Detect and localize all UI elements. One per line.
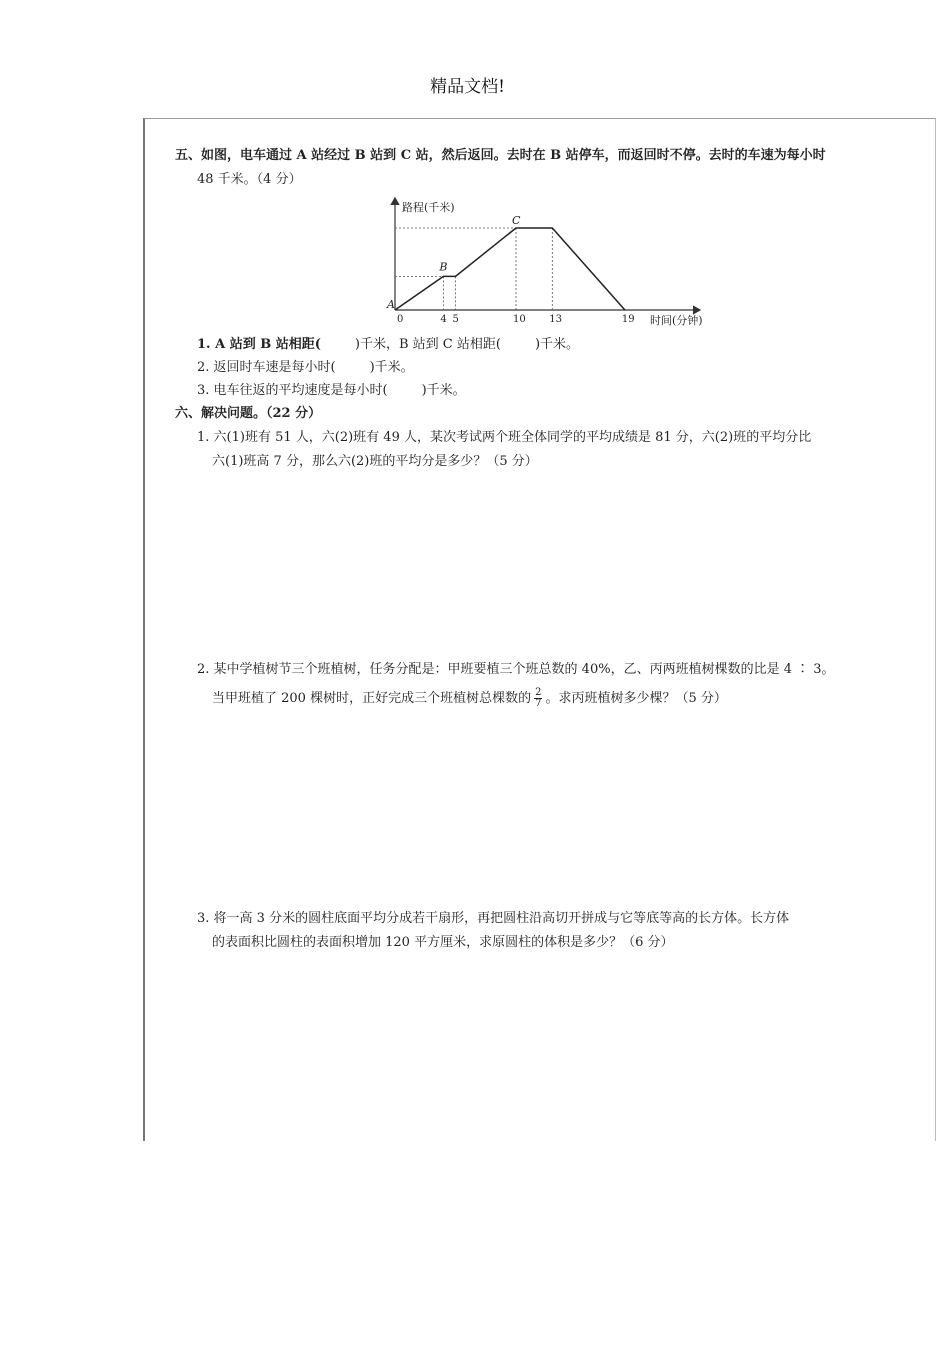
q2-text-a: 2. 返回时车速是每小时( [197,360,336,375]
problem3-line1: 3. 将一高 3 分米的圆柱底面平均分成若干扇形，再把圆柱沿高切开拼成与它等底等高的长方体。长方体 [197,911,790,926]
fraction-numerator: 2 [535,687,542,698]
q1-text-c: )千米。 [534,337,580,352]
problem1-line2: 六(1)班高 7 分，那么六(2)班的平均分是多少？（5 分） [212,454,538,469]
y-axis-label: 路程(千米) [402,201,455,214]
series-line [395,228,625,310]
x-axis-label: 时间(分钟) [650,314,703,327]
section5-question1 [197,336,579,354]
fraction-denominator: 7 [535,698,542,709]
problem2-answer-area[interactable] [197,716,897,896]
section5-intro-line1: 五、如图，电车通过 A 站经过 B 站到 C 站，然后返回。去时在 B 站停车，而返回时不停。去时的车速为每小时 [175,148,826,163]
x-tick-label: 5 [452,314,459,325]
problem2-line2 [212,688,727,710]
q2-text-b: )千米。 [369,360,414,375]
q1-text-a: 1. A 站到 B 站相距( [197,337,321,352]
problem1-line1: 1. 六(1)班有 51 人，六(2)班有 49 人，某次考试两个班全体同学的平均成绩是 81 分，六(2)班的平均分比 [197,430,812,445]
x-tick-label: 13 [549,314,563,325]
point-label-b: B [439,260,448,274]
page-header: 精品文档! [430,77,505,97]
problem3-answer-area[interactable] [197,960,897,1130]
problem3-line2: 的表面积比圆柱的表面积增加 120 平方厘米，求原圆柱的体积是多少？（6 分） [212,935,674,950]
problem2-text-a: 当甲班植了 200 棵树时，正好完成三个班植树总棵数的 [212,691,532,706]
section6-title: 六、解决问题。（22 分） [175,406,322,421]
x-tick-label: 4 [440,314,447,325]
q3-text-b: )千米。 [421,383,466,398]
section5-question2 [197,359,414,377]
x-tick-label: 19 [621,314,635,325]
problem2-line1: 2. 某中学植树节三个班植树，任务分配是：甲班要植三个班总数的 40%，乙、丙两班植树棵数的比是 4 ∶ 3。 [197,662,835,677]
problem2-text-b: 。求丙班植树多少棵？（5 分） [545,691,727,706]
section5-intro-line2: 48 千米。（4 分） [197,172,302,187]
point-label-a: A [387,298,395,311]
point-label-c: C [512,214,521,227]
q3-text-a: 3. 电车往返的平均速度是每小时( [197,383,388,398]
section5-question3 [197,382,466,400]
x-tick-label: 0 [397,314,404,325]
problem1-answer-area[interactable] [197,478,897,648]
q1-text-b: )千米，B 站到 C 站相距( [354,337,501,352]
fraction-two-sevenths [534,688,542,709]
distance-time-chart [360,192,710,332]
x-tick-label: 10 [513,314,526,325]
